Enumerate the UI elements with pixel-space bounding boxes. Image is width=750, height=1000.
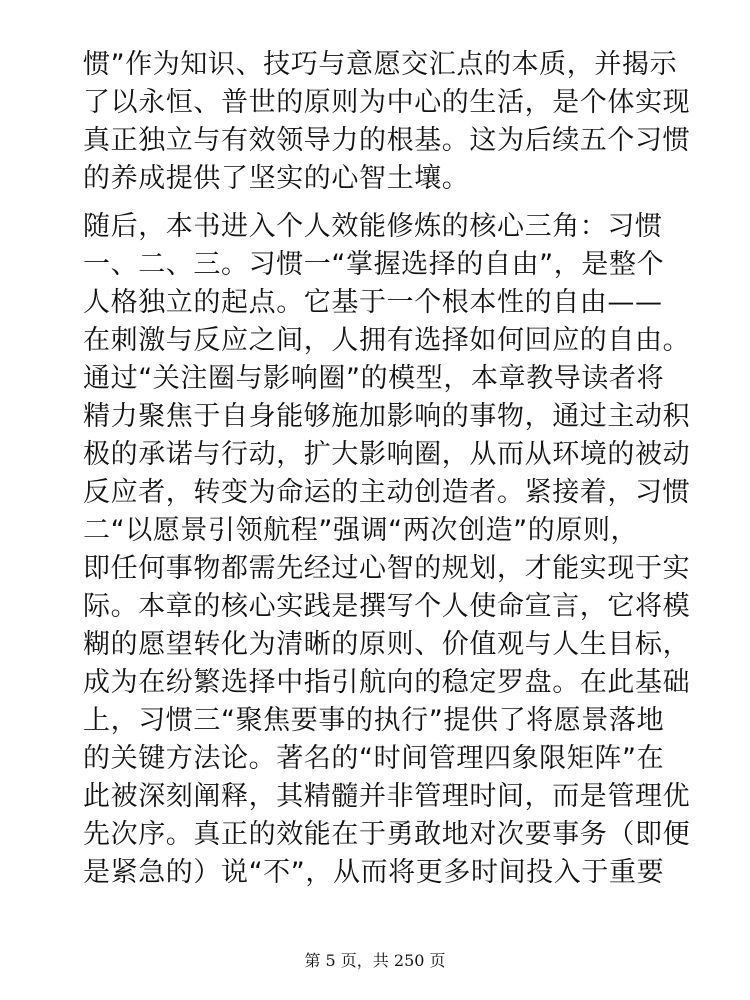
text-line: 的养成提供了坚实的心智土壤。 [83, 163, 470, 194]
text-line: 通过“关注圈与影响圈”的模型，本章教导读者将 [83, 363, 665, 394]
text-line: 际。本章的核心实践是撰写个人使命宣言，它将模 [83, 591, 691, 622]
text-line: 惯”作为知识、技巧与意愿交汇点的本质，并揭示 [83, 49, 678, 80]
text-line: 成为在纷繁选择中指引航向的稳定罗盘。在此基础 [83, 667, 691, 698]
text-line: 的关键方法论。著名的“时间管理四象限矩阵”在 [83, 743, 665, 774]
text-line: 此被深刻阐释，其精髓并非管理时间，而是管理优 [83, 781, 691, 812]
text-line: 糊的愿望转化为清晰的原则、价值观与人生目标， [83, 629, 691, 660]
page-number-footer: 第 5 页，共 250 页 [304, 951, 446, 970]
text-line: 人格独立的起点。它基于一个根本性的自由—— [83, 287, 663, 318]
text-line: 即任何事物都需先经过心智的规划，才能实现于实 [83, 553, 691, 584]
text-line: 上，习惯三“聚焦要事的执行”提供了将愿景落地 [83, 705, 665, 736]
text-line: 在刺激与反应之间，人拥有选择如何回应的自由。 [83, 325, 691, 356]
text-line: 先次序。真正的效能在于勇敢地对次要事务（即便 [83, 819, 691, 850]
paragraph-1 [83, 46, 691, 198]
text-line: 了以永恒、普世的原则为中心的生活，是个体实现 [83, 87, 691, 118]
text-line: 真正独立与有效领导力的根基。这为后续五个习惯 [83, 125, 691, 156]
text-line: 一、二、三。习惯一“掌握选择的自由”，是整个 [83, 249, 665, 280]
text-line: 精力聚焦于自身能够施加影响的事物，通过主动积 [83, 401, 691, 432]
text-line: 是紧急的）说“不”，从而将更多时间投入于重要 [83, 857, 665, 888]
text-line: 二“以愿景引领航程”强调“两次创造”的原则， [83, 515, 639, 546]
text-line: 极的承诺与行动，扩大影响圈，从而从环境的被动 [83, 439, 691, 470]
page-body [83, 46, 691, 892]
text-line: 随后，本书进入个人效能修炼的核心三角：习惯 [83, 211, 663, 242]
text-line: 反应者，转变为命运的主动创造者。紧接着，习惯 [83, 477, 691, 508]
paragraph-2 [83, 208, 691, 892]
